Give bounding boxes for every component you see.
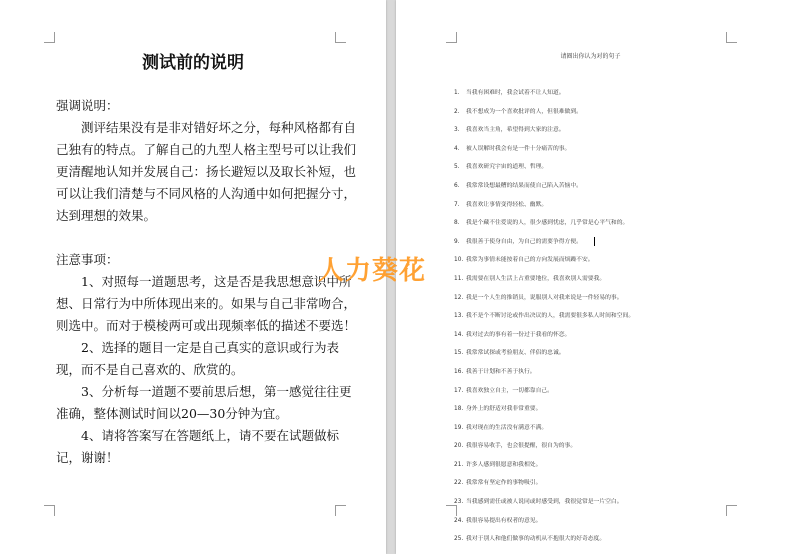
- question-text: 我不想成为一个喜欢批评的人，但很难做到。: [466, 108, 582, 115]
- question-item: [454, 474, 754, 493]
- question-item: [454, 512, 754, 531]
- question-number: 14.: [454, 331, 464, 338]
- question-number: 3.: [454, 127, 460, 134]
- question-text: 我不是个不断讨论或作出决议的人，我需要很多私人时间和空间。: [466, 313, 635, 320]
- question-item: [454, 103, 754, 122]
- question-text: 我对于别人和他们做事的动机从不抱很大的好奇态度。: [466, 536, 606, 543]
- note-item-2: 2、选择的题目一定是自己真实的意识或行为表现，而不是自己喜欢的、欣赏的。: [56, 340, 339, 377]
- question-item: [454, 214, 754, 233]
- question-text: 我喜欢研究宇宙的道理、哲理。: [466, 164, 548, 171]
- question-item: [454, 400, 754, 419]
- question-item: [454, 270, 754, 289]
- emphasis-heading: 强调说明：: [56, 98, 119, 113]
- question-number: 17.: [454, 387, 464, 394]
- instructions-body: [56, 95, 362, 469]
- question-number: 1.: [454, 90, 460, 96]
- question-text: 我常常有坚定作的事物吸引。: [466, 480, 542, 487]
- question-item: [454, 140, 754, 159]
- question-text: 我喜欢当主角，希望得到大家的注意。: [466, 127, 565, 134]
- margin-mark-top-left: [44, 32, 55, 43]
- question-text: 我喜欢独立自主，一切都靠自己。: [466, 387, 553, 394]
- margin-mark-bottom-left: [44, 505, 55, 516]
- question-item: [454, 121, 754, 140]
- question-number: 7.: [454, 201, 460, 208]
- question-item: [454, 233, 754, 252]
- question-text: 我常常设想最糟的结果而使自己陷入苦恼中。: [466, 182, 582, 189]
- watermark-text: 人力葵花: [318, 256, 427, 286]
- questionnaire-header: 请圈出你认为对的句子: [560, 53, 621, 60]
- margin-mark-top-right: [726, 32, 737, 43]
- text-cursor: [594, 237, 595, 246]
- question-number: 13.: [454, 313, 464, 320]
- question-text: 当我感到需任或被人说同或时感受到，我很觉常是一片空白。: [466, 499, 623, 506]
- question-item: [454, 289, 754, 308]
- question-item: [454, 530, 754, 549]
- question-text: 我对现在的生活没有满意不满。: [466, 424, 548, 431]
- question-item: [454, 493, 754, 512]
- question-text: 我喜欢让事情变得轻松、幽默。: [466, 201, 548, 208]
- question-number: 16.: [454, 368, 464, 375]
- question-text: 当我有困难时，我会试着不让人知道。: [466, 90, 565, 96]
- question-item: [454, 196, 754, 215]
- question-item: [454, 456, 754, 475]
- question-number: 24.: [454, 517, 464, 524]
- question-item: [454, 437, 754, 456]
- question-text: 我常为事情未能按着自己的方向发展而烦躁不安。: [466, 257, 594, 264]
- question-item: [454, 251, 754, 270]
- question-item: [454, 382, 754, 401]
- question-number: 22.: [454, 480, 464, 487]
- question-item: [454, 84, 754, 103]
- question-item: [454, 363, 754, 382]
- question-number: 12.: [454, 294, 464, 301]
- question-text: 我很容易提出有权者的意见。: [466, 517, 542, 524]
- question-list: [454, 84, 754, 549]
- question-text: 我需要在别人生活上占重要地位，我喜欢别人需要我。: [466, 275, 606, 282]
- question-text: 我很善于使身自由，为自己的需要争得方便。: [466, 238, 582, 245]
- question-item: [454, 419, 754, 438]
- question-number: 6.: [454, 182, 460, 189]
- question-number: 5.: [454, 164, 460, 171]
- question-number: 10.: [454, 257, 464, 264]
- question-number: 11.: [454, 275, 464, 282]
- question-number: 9.: [454, 238, 460, 245]
- question-text: 我很容易收手，也会很提醒，很自为的事。: [466, 443, 577, 450]
- question-text: 被人误解时我会有是一件十分痛苦的事。: [466, 145, 571, 152]
- question-text: 许多人感到很愿意和我相处。: [466, 461, 542, 468]
- emphasis-paragraph: 测评结果没有是非对错好坏之分，每种风格都有自己独有的特点。了解自己的九型人格主型号可以让我们更清醒地认知并发展自己：扬长避短以及取长补短，也可以让我们清楚与不同风格的人沟通中如何把握分寸，达到理想的效果。: [56, 120, 357, 223]
- question-text: 我对过去的事有着一份过于我看的怀恋。: [466, 331, 571, 338]
- question-number: 21.: [454, 461, 464, 468]
- question-number: 25.: [454, 536, 464, 543]
- question-number: 20.: [454, 443, 464, 450]
- margin-mark-top-right: [335, 32, 346, 43]
- question-item: [454, 177, 754, 196]
- note-item-3: 3、分析每一道题不要前思后想，第一感觉往往更准确，整体测试时间以20—30分钟为宜。: [56, 384, 352, 421]
- question-item: [454, 158, 754, 177]
- question-number: 2.: [454, 108, 460, 115]
- question-text: 我常常试探或考验朋友、伴侣的忠诚。: [466, 350, 565, 357]
- question-number: 15.: [454, 350, 464, 357]
- notes-heading: 注意事项：: [56, 252, 119, 267]
- question-item: [454, 326, 754, 345]
- question-number: 23.: [454, 499, 464, 506]
- right-page: [396, 0, 785, 554]
- question-text: 我是一个人生的推销员，说服别人对我来说是一件轻易的事。: [466, 294, 623, 301]
- margin-mark-bottom-right: [335, 505, 346, 516]
- question-text: 身外上的舒适对我非常重要。: [466, 406, 542, 413]
- question-item: [454, 344, 754, 363]
- question-number: 8.: [454, 220, 460, 227]
- question-number: 18.: [454, 406, 464, 413]
- question-text: 我善于计划和不善于执行。: [466, 368, 536, 375]
- note-item-4: 4、请将答案写在答题纸上，请不要在试题做标记，谢谢！: [56, 428, 339, 465]
- question-number: 19.: [454, 424, 464, 431]
- question-item: [454, 307, 754, 326]
- margin-mark-top-left: [446, 32, 457, 43]
- note-item-1: 1、对照每一道题思考，这是否是我思想意识中所想、日常行为中所体现出来的。如果与自己非常吻合，则选中。而对于模棱两可或出现频率低的描述不要选！: [56, 274, 357, 333]
- page-title: 测试前的说明: [142, 53, 244, 73]
- question-text: 我是个藏不住爱说的人，很少感到忧虑，几乎常是心平气和的。: [466, 220, 629, 227]
- question-number: 4.: [454, 145, 460, 152]
